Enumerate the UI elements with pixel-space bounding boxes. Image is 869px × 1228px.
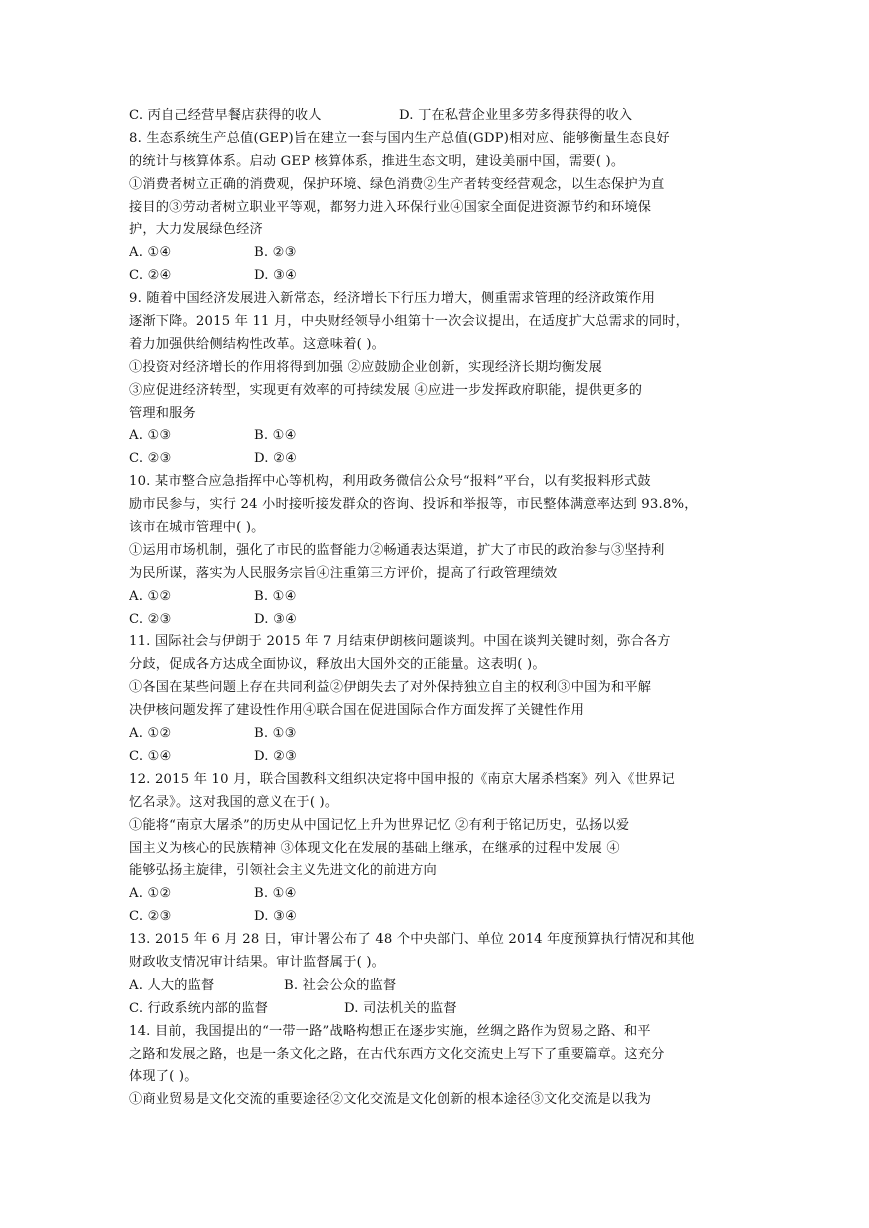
answer-options-row: [129, 448, 741, 471]
answer-option: A. ①②: [129, 726, 172, 742]
answer-options-row: [129, 975, 741, 998]
answer-option: B. ①③: [254, 726, 297, 742]
text-line: 14. 目前，我国提出的“一带一路”战略构想正在逐步实施，丝绸之路作为贸易之路、和平: [129, 1023, 651, 1039]
text-line: 能够弘扬主旋律，引领社会主义先进文化的前进方向: [129, 863, 437, 879]
answer-options-row: [129, 746, 741, 769]
answer-option: B. ①④: [254, 428, 297, 444]
text-line: ①运用市场机制，强化了市民的监督能力②畅通表达渠道，扩大了市民的政治参与③坚持利: [129, 542, 665, 558]
text-line: 该市在城市管理中( )。: [129, 520, 265, 536]
answer-option: B. 社会公众的监督: [284, 977, 397, 993]
text-line: 管理和服务: [129, 405, 196, 421]
text-line: 着力加强供给侧结构性改革。这意味着( )。: [129, 336, 386, 352]
text-line: ①商业贸易是文化交流的重要途径②文化交流是文化创新的根本途径③文化交流是以我为: [129, 1092, 652, 1108]
answer-options-row: [129, 242, 741, 265]
answer-option: C. 行政系统内部的监督: [129, 1000, 269, 1016]
text-line: 励市民参与，实行 24 小时接听接发群众的咨询、投诉和举报等，市民整体满意率达到 93.8%，: [129, 497, 698, 513]
text-line: 13. 2015 年 6 月 28 日，审计署公布了 48 个中央部门、单位 2014 年度预算执行情况和其他: [129, 932, 695, 948]
text-line: 之路和发展之路，也是一条文化之路，在古代东西方文化交流史上写下了重要篇章。这充分: [129, 1046, 665, 1062]
answer-options-row: [129, 723, 741, 746]
answer-option: C. 丙自己经营早餐店获得的收人: [129, 108, 322, 123]
answer-option: C. ②④: [129, 268, 172, 284]
answer-option: C. ②③: [129, 451, 172, 467]
text-line: 护，大力发展绿色经济: [129, 222, 263, 238]
answer-option: D. ③④: [254, 611, 298, 627]
text-line: 9. 随着中国经济发展进入新常态，经济增长下行压力增大，侧重需求管理的经济政策作用: [129, 291, 656, 307]
text-line: 体现了( )。: [129, 1069, 198, 1085]
answer-option: A. ①④: [129, 245, 172, 261]
answer-options-row: [129, 105, 741, 128]
answer-options-row: [129, 586, 741, 609]
text-line: 分歧，促成各方达成全面协议，释放出大国外交的正能量。这表明( )。: [129, 657, 546, 673]
answer-option: C. ①④: [129, 748, 172, 764]
text-line: 11. 国际社会与伊朗于 2015 年 7 月结束伊朗核问题谈判。中国在谈判关键时刻，弥合各方: [129, 634, 671, 650]
answer-option: D. 司法机关的监督: [344, 1000, 457, 1016]
answer-options-row: [129, 906, 741, 929]
answer-option: D. ②③: [254, 748, 298, 764]
answer-options-row: [129, 883, 741, 906]
text-line: 8. 生态系统生产总值(GEP)旨在建立一套与国内生产总值(GDP)相对应、能够衡量生态良好: [129, 130, 670, 146]
text-line: 逐渐下降。2015 年 11 月，中央财经领导小组第十一次会议提出，在适度扩大总需求的同时，: [129, 314, 690, 330]
text-line: 10. 某市整合应急指挥中心等机构，利用政务微信公众号“报料”平台，以有奖报料形式鼓: [129, 474, 651, 490]
text-line: ①消费者树立正确的消费观，保护环境、绿色消费②生产者转变经营观念，以生态保护为直: [129, 176, 665, 192]
answer-options-row: [129, 609, 741, 632]
text-line: ①投资对经济增长的作用将得到加强 ②应鼓励企业创新，实现经济长期均衡发展: [129, 359, 602, 375]
answer-option: D. ③④: [254, 268, 298, 284]
answer-option: B. ①④: [254, 886, 297, 902]
text-line: ①各国在某些问题上存在共同利益②伊朗失去了对外保持独立自主的权利③中国为和平解: [129, 680, 652, 696]
answer-options-row: [129, 425, 741, 448]
answer-option: B. ②③: [254, 245, 297, 261]
text-line: 接目的③劳动者树立职业平等观，都努力进入环保行业④国家全面促进资源节约和环境保: [129, 199, 652, 215]
text-line: 财政收支情况审计结果。审计监督属于( )。: [129, 954, 386, 970]
text-line: ③应促进经济转型，实现更有效率的可持续发展 ④应进一步发挥政府职能，提供更多的: [129, 382, 643, 398]
text-line: 为民所谋，落实为人民服务宗旨④注重第三方评价，提高了行政管理绩效: [129, 565, 558, 581]
answer-option: A. 人大的监督: [129, 977, 215, 993]
text-line: 决伊核问题发挥了建设性作用④联合国在促进国际合作方面发挥了关键性作用: [129, 703, 585, 719]
answer-option: A. ①②: [129, 886, 172, 902]
answer-options-row: [129, 998, 741, 1021]
text-line: 国主义为核心的民族精神 ③体现文化在发展的基础上继承，在继承的过程中发展 ④: [129, 840, 620, 856]
text-line: 的统计与核算体系。启动 GEP 核算体系，推进生态文明，建设美丽中国，需要( )。: [129, 153, 625, 169]
answer-option: D. 丁在私营企业里多劳多得获得的收入: [399, 108, 633, 123]
answer-options-row: [129, 265, 741, 288]
text-line: ①能将“南京大屠杀”的历史从中国记忆上升为世界记忆 ②有利于铭记历史，弘扬以爱: [129, 817, 630, 833]
text-line: 忆名录》。这对我国的意义在于( )。: [129, 794, 339, 810]
answer-option: D. ②④: [254, 451, 298, 467]
answer-option: C. ②③: [129, 611, 172, 627]
document-body: [129, 105, 741, 1112]
text-line: 12. 2015 年 10 月，联合国教科文组织决定将中国申报的《南京大屠杀档案》列入《世界记: [129, 771, 675, 787]
answer-option: C. ②③: [129, 909, 172, 925]
answer-option: A. ①③: [129, 428, 172, 444]
answer-option: A. ①②: [129, 588, 172, 604]
answer-option: D. ③④: [254, 909, 298, 925]
answer-option: B. ①④: [254, 588, 297, 604]
